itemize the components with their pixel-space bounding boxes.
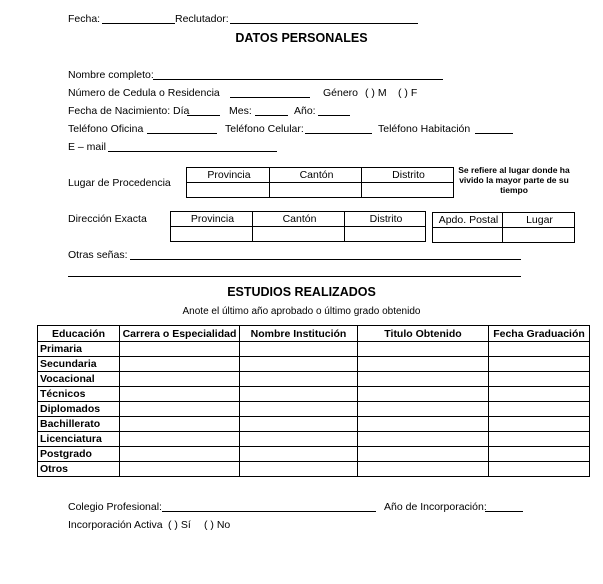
incorporacion-field[interactable] [485,511,523,512]
genero-label: Género [323,87,359,99]
postal-table [432,212,575,243]
institucion-cell[interactable] [240,432,358,447]
direccion-distrito-input[interactable] [345,227,426,242]
activa-no-option[interactable]: ( ) No [204,519,231,531]
fecha-cell[interactable] [489,447,590,462]
table-row [38,372,590,387]
titulo-cell[interactable] [358,357,489,372]
institucion-cell[interactable] [240,357,358,372]
fecha-cell[interactable] [489,372,590,387]
carrera-cell[interactable] [120,342,240,357]
mes-label: Mes: [229,105,252,117]
direccion-col-canton: Cantón [253,212,345,227]
direccion-canton-input[interactable] [253,227,345,242]
otras-senas-field-2[interactable] [68,276,521,277]
row-label: Otros [38,462,120,477]
fecha-cell[interactable] [489,462,590,477]
otras-senas-label: Otras señas: [68,249,128,261]
anio-label: Año: [294,105,316,117]
genero-f-option[interactable]: ( ) F [398,87,418,99]
procedencia-note: Se refiere al lugar donde ha vivido la mayor parte de su tiempo [458,165,570,195]
reclutador-field[interactable] [230,23,418,24]
row-label: Vocacional [38,372,120,387]
carrera-cell[interactable] [120,402,240,417]
cedula-label: Número de Cedula o Residencia [68,87,220,99]
anio-field[interactable] [318,115,350,116]
postal-apdo-input[interactable] [433,228,503,243]
estudios-col-carrera: Carrera o Especialidad [120,326,240,342]
procedencia-col-distrito: Distrito [362,168,454,183]
email-field[interactable] [108,151,277,152]
direccion-col-provincia: Provincia [171,212,253,227]
table-row [38,402,590,417]
table-row [38,462,590,477]
titulo-cell[interactable] [358,432,489,447]
table-row [38,342,590,357]
row-label: Postgrado [38,447,120,462]
tel-habitacion-label: Teléfono Habitación [378,123,471,135]
carrera-cell[interactable] [120,447,240,462]
table-row [38,447,590,462]
nombre-label: Nombre completo: [68,69,154,81]
carrera-cell[interactable] [120,462,240,477]
estudios-subtitle: Anote el último año aprobado o último grado obtenido [182,306,421,317]
fecha-cell[interactable] [489,357,590,372]
nacimiento-label: Fecha de Nacimiento: Día [68,105,190,117]
activa-label: Incorporación Activa [68,519,163,531]
tel-oficina-label: Teléfono Oficina [68,123,144,135]
reclutador-label: Reclutador: [175,13,229,25]
estudios-col-fecha: Fecha Graduación [489,326,590,342]
row-label: Primaria [38,342,120,357]
direccion-provincia-input[interactable] [171,227,253,242]
titulo-cell[interactable] [358,402,489,417]
otras-senas-field-1[interactable] [130,259,521,260]
procedencia-label: Lugar de Procedencia [68,177,171,189]
titulo-cell[interactable] [358,387,489,402]
estudios-col-institucion: Nombre Institución [240,326,358,342]
estudios-col-educacion: Educación [38,326,120,342]
titulo-cell[interactable] [358,417,489,432]
colegio-label: Colegio Profesional: [68,501,162,513]
fecha-label: Fecha: [68,13,101,25]
fecha-cell[interactable] [489,417,590,432]
incorporacion-label: Año de Incorporación: [384,501,487,513]
postal-col-apdo: Apdo. Postal [433,213,503,228]
estudios-col-titulo: Titulo Obtenido [358,326,489,342]
carrera-cell[interactable] [120,417,240,432]
table-row [38,417,590,432]
table-row [38,357,590,372]
email-label: E – mail [68,141,106,153]
procedencia-table [186,167,454,198]
row-label: Técnicos [38,387,120,402]
titulo-cell[interactable] [358,342,489,357]
tel-habitacion-field[interactable] [475,133,513,134]
row-label: Bachillerato [38,417,120,432]
procedencia-provincia-input[interactable] [187,183,270,198]
row-label: Secundaria [38,357,120,372]
fecha-cell[interactable] [489,387,590,402]
table-row [38,432,590,447]
institucion-cell[interactable] [240,372,358,387]
direccion-col-distrito: Distrito [345,212,426,227]
tel-celular-field[interactable] [305,133,372,134]
titulo-cell[interactable] [358,462,489,477]
tel-celular-label: Teléfono Celular: [225,123,304,135]
cedula-field[interactable] [230,97,310,98]
row-label: Licenciatura [38,432,120,447]
tel-oficina-field[interactable] [147,133,217,134]
institucion-cell[interactable] [240,447,358,462]
carrera-cell[interactable] [120,387,240,402]
mes-field[interactable] [255,115,288,116]
nombre-field[interactable] [153,79,443,80]
estudios-table [37,325,590,477]
fecha-cell[interactable] [489,402,590,417]
institucion-cell[interactable] [240,417,358,432]
institucion-cell[interactable] [240,342,358,357]
procedencia-canton-input[interactable] [270,183,362,198]
direccion-label: Dirección Exacta [68,213,147,225]
institucion-cell[interactable] [240,462,358,477]
postal-lugar-input[interactable] [503,228,575,243]
carrera-cell[interactable] [120,372,240,387]
procedencia-col-provincia: Provincia [187,168,270,183]
fecha-field[interactable] [102,23,175,24]
genero-m-option[interactable]: ( ) M [365,87,387,99]
datos-personales-title: DATOS PERSONALES [235,31,368,45]
activa-si-option[interactable]: ( ) Sí [168,519,191,531]
titulo-cell[interactable] [358,372,489,387]
dia-field[interactable] [187,115,220,116]
estudios-title: ESTUDIOS REALIZADOS [227,285,376,299]
direccion-table [170,211,426,242]
colegio-field[interactable] [162,511,376,512]
institucion-cell[interactable] [240,387,358,402]
institucion-cell[interactable] [240,402,358,417]
postal-col-lugar: Lugar [503,213,575,228]
carrera-cell[interactable] [120,357,240,372]
fecha-cell[interactable] [489,342,590,357]
procedencia-col-canton: Cantón [270,168,362,183]
titulo-cell[interactable] [358,447,489,462]
fecha-cell[interactable] [489,432,590,447]
carrera-cell[interactable] [120,432,240,447]
row-label: Diplomados [38,402,120,417]
procedencia-distrito-input[interactable] [362,183,454,198]
table-row [38,387,590,402]
